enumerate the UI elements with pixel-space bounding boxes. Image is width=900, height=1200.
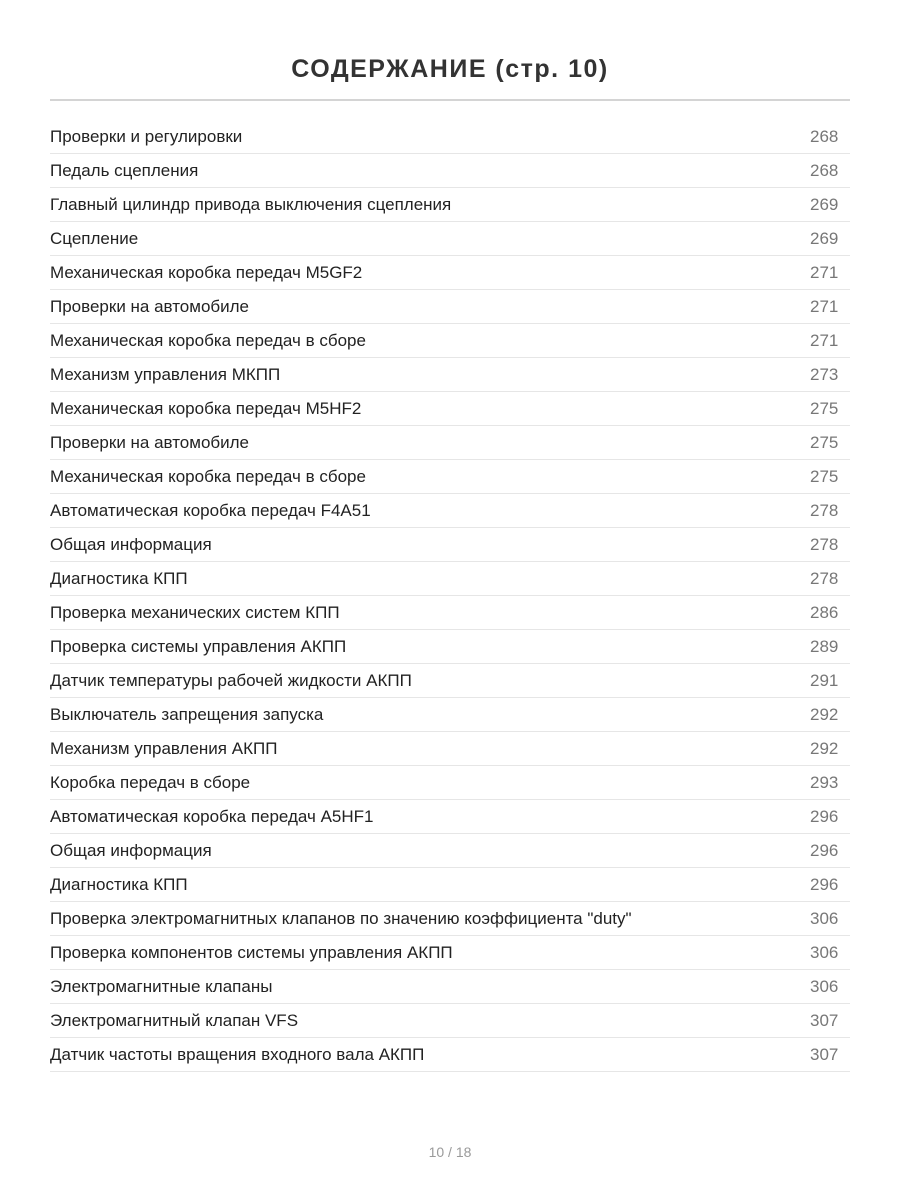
toc-entry-title: Сцепление bbox=[50, 228, 139, 248]
toc-entry-page-number: 275 bbox=[810, 398, 839, 418]
toc-entry[interactable] bbox=[50, 460, 850, 494]
toc-entry-title: Проверки на автомобиле bbox=[50, 296, 250, 316]
toc-entry[interactable] bbox=[50, 664, 850, 698]
toc-entry[interactable] bbox=[50, 290, 850, 324]
toc-entry-title: Проверка компонентов системы управления АКПП bbox=[50, 942, 453, 962]
toc-entry-page-number: 307 bbox=[810, 1044, 839, 1064]
toc-entry-title: Автоматическая коробка передач F4A51 bbox=[50, 500, 371, 520]
toc-entry-page-number: 306 bbox=[810, 942, 839, 962]
toc-entry[interactable] bbox=[50, 1004, 850, 1038]
toc-entry-title: Общая информация bbox=[50, 840, 212, 860]
toc-entry-title: Выключатель запрещения запуска bbox=[50, 704, 324, 724]
toc-entry-title: Диагностика КПП bbox=[50, 568, 188, 588]
toc-entry-title: Коробка передач в сборе bbox=[50, 772, 251, 792]
toc-entry-page-number: 275 bbox=[810, 432, 839, 452]
toc-entry-title: Общая информация bbox=[50, 534, 212, 554]
toc-entry-title: Электромагнитные клапаны bbox=[50, 976, 273, 996]
toc-entry[interactable] bbox=[50, 426, 850, 460]
toc-entry-title: Механизм управления МКПП bbox=[50, 364, 281, 384]
toc-entry-page-number: 306 bbox=[810, 908, 839, 928]
toc-entry[interactable] bbox=[50, 562, 850, 596]
toc-entry-title: Механическая коробка передач M5GF2 bbox=[50, 262, 363, 282]
toc-entry[interactable] bbox=[50, 970, 850, 1004]
toc-entry-page-number: 306 bbox=[810, 976, 839, 996]
toc-entry-page-number: 296 bbox=[810, 874, 839, 894]
toc-entry-page-number: 271 bbox=[810, 262, 839, 282]
toc-entry-page-number: 291 bbox=[810, 670, 839, 690]
toc-entry[interactable] bbox=[50, 732, 850, 766]
toc-entry-page-number: 292 bbox=[810, 738, 839, 758]
toc-entry[interactable] bbox=[50, 256, 850, 290]
toc-entry[interactable] bbox=[50, 494, 850, 528]
toc-entry[interactable] bbox=[50, 834, 850, 868]
toc-entry-title: Главный цилиндр привода выключения сцепления bbox=[50, 194, 452, 214]
toc-entry[interactable] bbox=[50, 766, 850, 800]
toc-entry-page-number: 286 bbox=[810, 602, 839, 622]
toc-entry-page-number: 292 bbox=[810, 704, 839, 724]
toc-entry-page-number: 278 bbox=[810, 500, 839, 520]
toc-entry-page-number: 293 bbox=[810, 772, 839, 792]
toc-entry-page-number: 296 bbox=[810, 806, 839, 826]
toc-entry-title: Проверки на автомобиле bbox=[50, 432, 250, 452]
toc-entry[interactable] bbox=[50, 392, 850, 426]
toc-entry[interactable] bbox=[50, 698, 850, 732]
toc-entry[interactable] bbox=[50, 936, 850, 970]
toc-entry-title: Механическая коробка передач в сборе bbox=[50, 330, 366, 350]
toc-entry[interactable] bbox=[50, 902, 850, 936]
toc-entry-page-number: 289 bbox=[810, 636, 839, 656]
toc-entry-title: Диагностика КПП bbox=[50, 874, 188, 894]
toc-entry-title: Датчик температуры рабочей жидкости АКПП bbox=[50, 670, 412, 690]
toc-entry-title: Проверки и регулировки bbox=[50, 126, 243, 146]
toc-entry-page-number: 296 bbox=[810, 840, 839, 860]
toc-entry-page-number: 268 bbox=[810, 126, 839, 146]
toc-entry-page-number: 271 bbox=[810, 330, 839, 350]
toc-entry-title: Механическая коробка передач в сборе bbox=[50, 466, 366, 486]
toc-entry-page-number: 275 bbox=[810, 466, 839, 486]
toc-entry-title: Механическая коробка передач M5HF2 bbox=[50, 398, 362, 418]
toc-entry-page-number: 269 bbox=[810, 194, 839, 214]
toc-entry-page-number: 278 bbox=[810, 568, 839, 588]
toc-entry-title: Проверка электромагнитных клапанов по значению коэффициента "duty" bbox=[50, 908, 632, 928]
toc-entry-title: Датчик частоты вращения входного вала АКПП bbox=[50, 1044, 425, 1064]
toc-entry-page-number: 278 bbox=[810, 534, 839, 554]
toc-entry-title: Проверка механических систем КПП bbox=[50, 602, 340, 622]
toc-entry[interactable] bbox=[50, 358, 850, 392]
toc-entry[interactable] bbox=[50, 596, 850, 630]
toc-entry[interactable] bbox=[50, 324, 850, 358]
toc-entry[interactable] bbox=[50, 528, 850, 562]
toc-entry[interactable] bbox=[50, 188, 850, 222]
toc-entry-page-number: 271 bbox=[810, 296, 839, 316]
toc-entry-page-number: 268 bbox=[810, 160, 839, 180]
toc-entry[interactable] bbox=[50, 800, 850, 834]
toc-entry[interactable] bbox=[50, 222, 850, 256]
toc-entry[interactable] bbox=[50, 154, 850, 188]
toc-entry-page-number: 269 bbox=[810, 228, 839, 248]
toc-entry-title: Педаль сцепления bbox=[50, 160, 199, 180]
toc-entry[interactable] bbox=[50, 1038, 850, 1072]
page-indicator: 10 / 18 bbox=[428, 1144, 472, 1160]
toc-entry-title: Проверка системы управления АКПП bbox=[50, 636, 347, 656]
toc-entry-page-number: 273 bbox=[810, 364, 839, 384]
toc-entry[interactable] bbox=[50, 630, 850, 664]
toc-entry-title: Электромагнитный клапан VFS bbox=[50, 1010, 299, 1030]
page-title: СОДЕРЖАНИЕ (стр. 10) bbox=[291, 54, 609, 83]
toc-entry[interactable] bbox=[50, 868, 850, 902]
toc-entry-title: Механизм управления АКПП bbox=[50, 738, 278, 758]
toc-entry-page-number: 307 bbox=[810, 1010, 839, 1030]
title-divider bbox=[50, 99, 850, 101]
toc-entry[interactable] bbox=[50, 120, 850, 154]
toc-entry-title: Автоматическая коробка передач A5HF1 bbox=[50, 806, 374, 826]
toc-list bbox=[50, 120, 850, 1072]
